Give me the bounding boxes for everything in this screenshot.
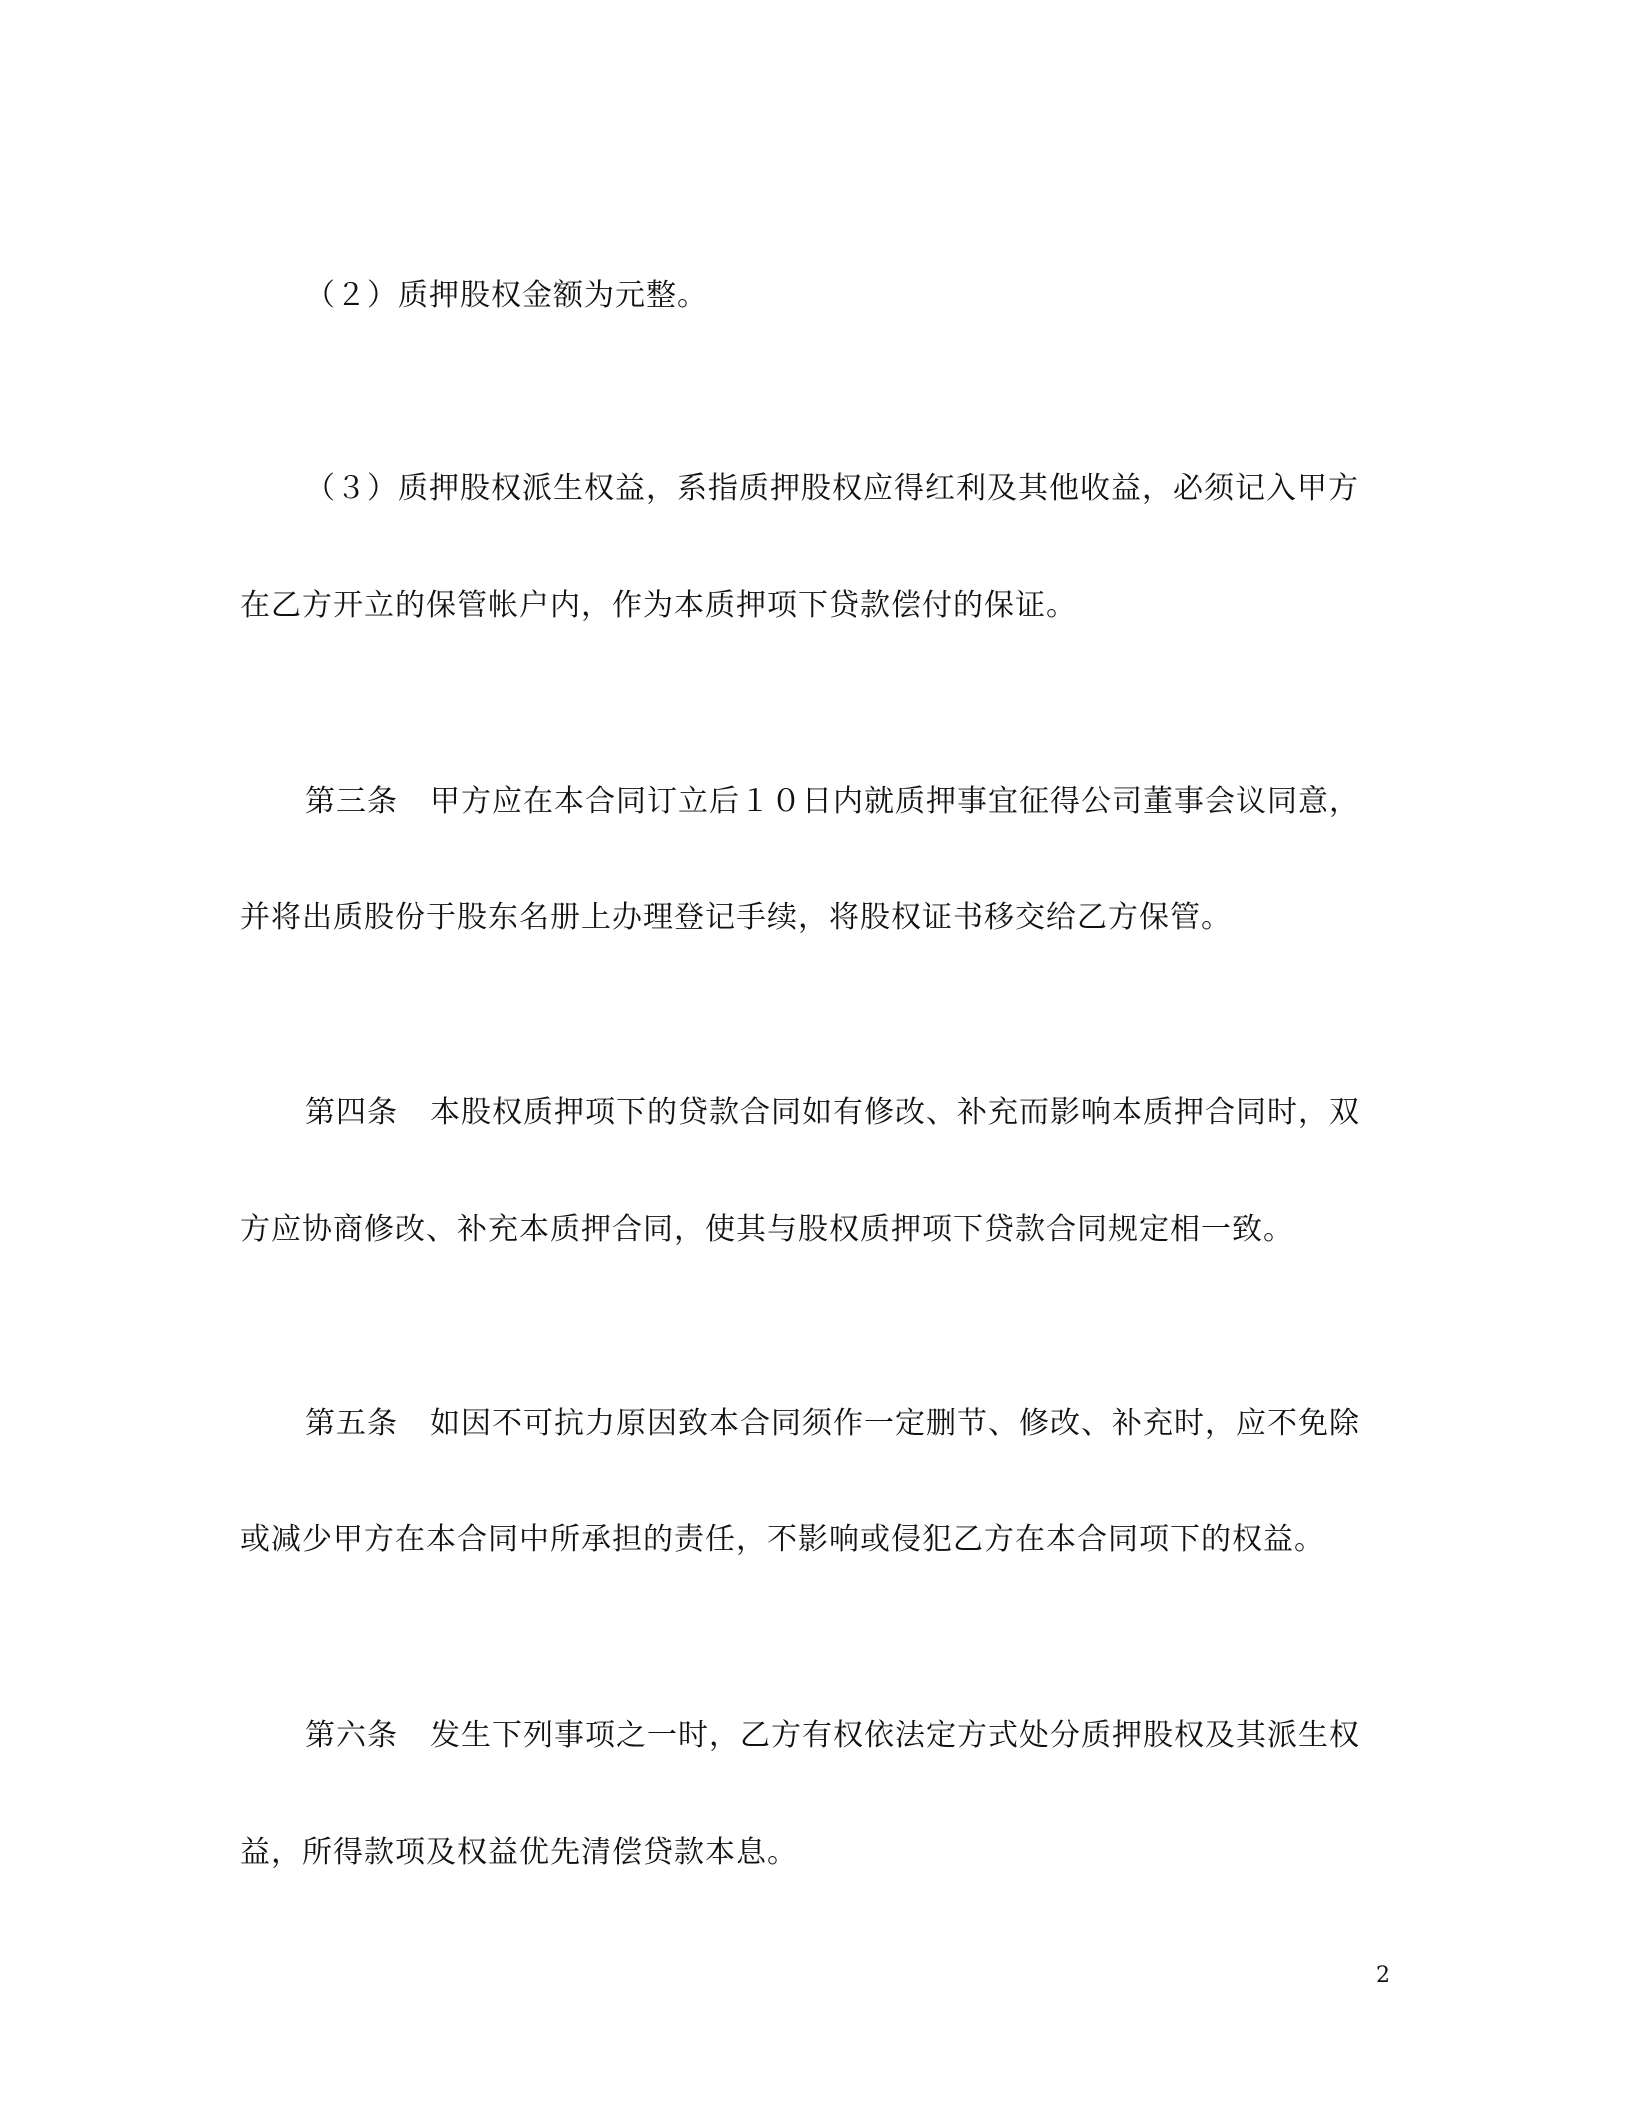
article-3-line-2 xyxy=(240,898,1232,938)
article-5-label: 第五条 xyxy=(305,1406,398,1441)
article-4-text-1: 本股权质押项下的贷款合同如有修改、补充而影响本质押合同时，双 xyxy=(430,1095,1360,1130)
article-4-text-2: 方应协商修改、补充本质押合同，使其与股权质押项下贷款合同规定相一致。 xyxy=(240,1212,1294,1247)
page-number: 2 xyxy=(1376,1963,1390,1988)
article-6-line-2 xyxy=(240,1833,798,1873)
article-6-text-1: 发生下列事项之一时，乙方有权依法定方式处分质押股权及其派生权 xyxy=(430,1718,1360,1753)
clause-3-line-1 xyxy=(305,469,1359,509)
clause-3-text-2: 在乙方开立的保管帐户内，作为本质押项下贷款偿付的保证。 xyxy=(240,588,1077,623)
article-5-text-1: 如因不可抗力原因致本合同须作一定删节、修改、补充时，应不免除 xyxy=(430,1406,1360,1441)
article-5-line-2 xyxy=(240,1520,1325,1560)
article-4-label: 第四条 xyxy=(305,1095,398,1130)
clause-2 xyxy=(305,276,708,316)
article-5-text-2: 或减少甲方在本合同中所承担的责任，不影响或侵犯乙方在本合同项下的权益。 xyxy=(240,1522,1325,1557)
article-3-text-1: 甲方应在本合同订立后１０日内就质押事宜征得公司董事会议同意， xyxy=(430,784,1360,819)
article-6-line-1 xyxy=(305,1716,1360,1756)
article-3-text-2: 并将出质股份于股东名册上办理登记手续，将股权证书移交给乙方保管。 xyxy=(240,900,1232,935)
clause-2-text: （２）质押股权金额为元整。 xyxy=(305,278,708,313)
article-5-line-1 xyxy=(305,1404,1360,1444)
article-6-label: 第六条 xyxy=(305,1718,398,1753)
clause-3-text-1: （３）质押股权派生权益，系指质押股权应得红利及其他收益，必须记入甲方 xyxy=(305,471,1359,506)
article-6-text-2: 益，所得款项及权益优先清偿贷款本息。 xyxy=(240,1835,798,1870)
clause-3-line-2 xyxy=(240,586,1077,626)
article-4-line-1 xyxy=(305,1093,1360,1133)
article-3-label: 第三条 xyxy=(305,784,398,819)
article-4-line-2 xyxy=(240,1210,1294,1250)
article-3-line-1 xyxy=(305,782,1360,822)
